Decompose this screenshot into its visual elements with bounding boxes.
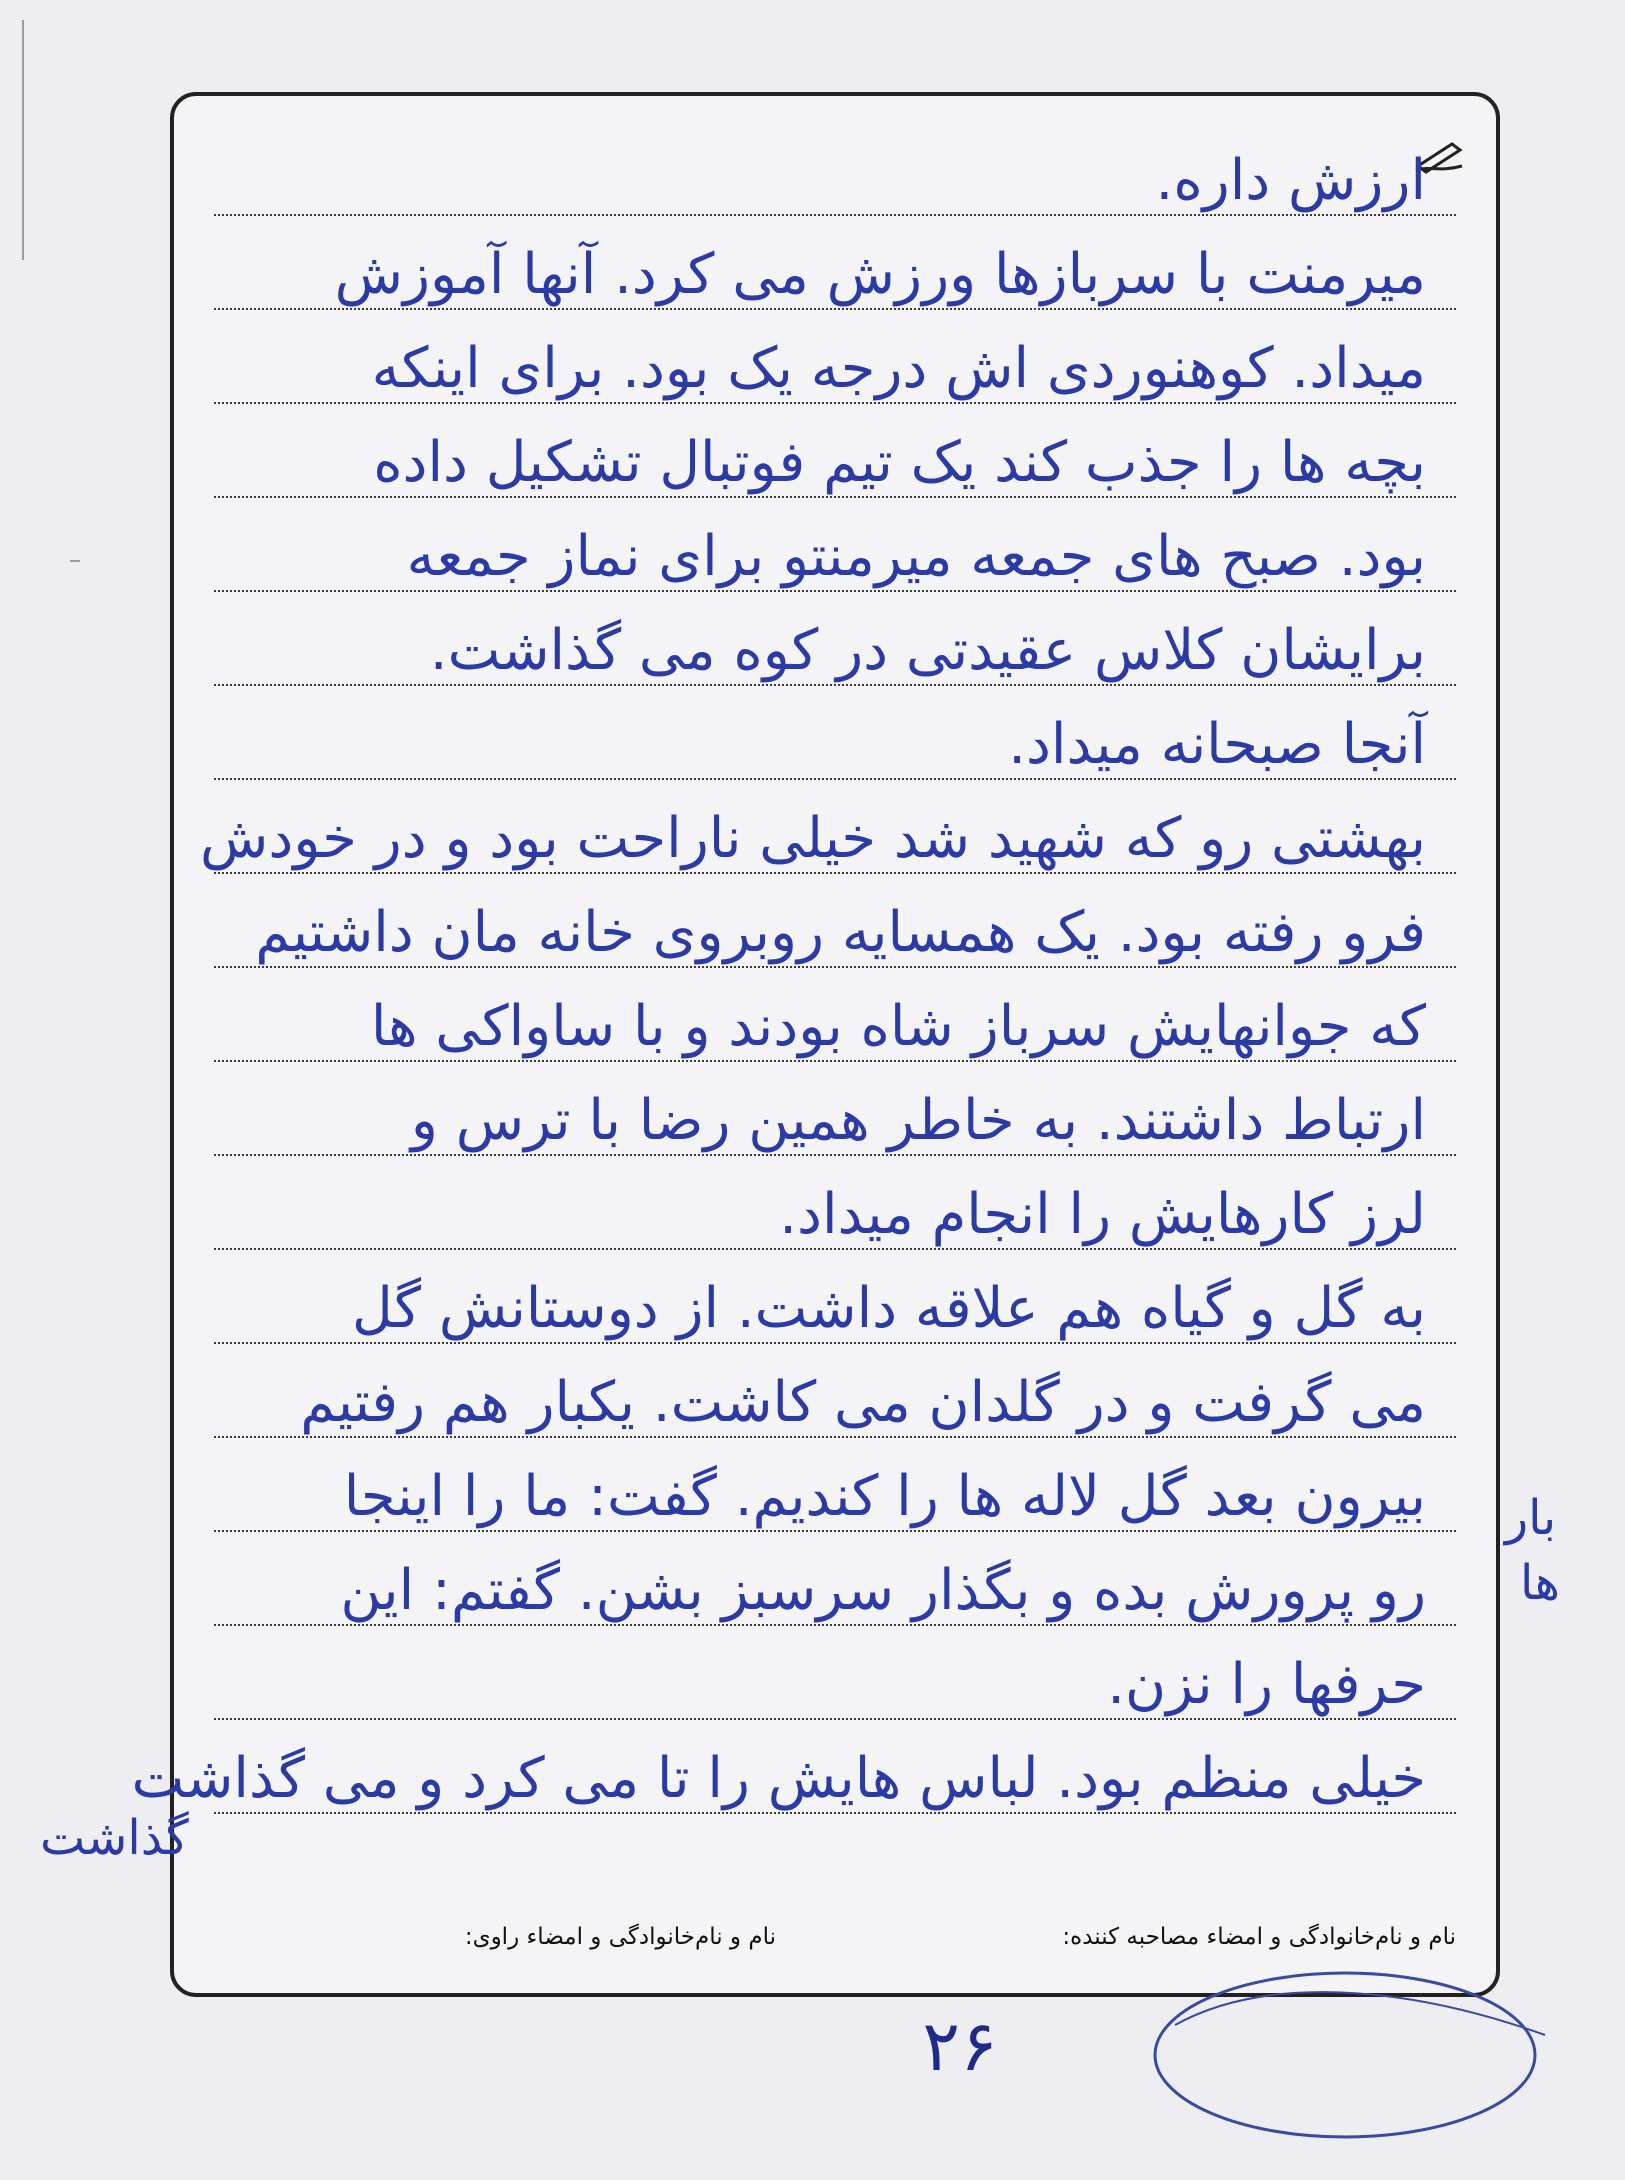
handwritten-line: آنجا صبحانه میداد. (1008, 712, 1426, 777)
margin-word: گذاشت (40, 1810, 189, 1866)
handwritten-line: بیرون بعد گل لاله ها را کندیم. گفت: ما را اینجا (343, 1464, 1426, 1529)
handwritten-line: ارتباط داشتند. به خاطر همین رضا با ترس و (410, 1088, 1426, 1153)
handwritten-line: رو پرورش بده و بگذار سرسبز بشن. گفتم: این (340, 1558, 1426, 1623)
handwritten-line: خیلی منظم بود. لباس هایش را تا می کرد و می گذاشت (131, 1746, 1426, 1811)
signature-scribble (1145, 1955, 1565, 2155)
page-number: ۲۶ (922, 2005, 998, 2087)
handwritten-line: برایشان کلاس عقیدتی در کوه می گذاشت. (429, 618, 1426, 683)
binding-dash (70, 560, 80, 562)
margin-word: بار (1505, 1490, 1557, 1546)
interviewer-signature-label: نام و نام‌خانوادگی و امضاء مصاحبه کننده: (1062, 1924, 1456, 1950)
handwritten-lines (131, 96, 1496, 1993)
handwritten-line: میرمنت با سربازها ورزش می کرد. آنها آموزش (334, 242, 1426, 307)
handwritten-line: به گل و گیاه هم علاقه داشت. از دوستانش گل (351, 1276, 1426, 1341)
handwritten-line: بهشتی رو که شهید شد خیلی ناراحت بود و در خودش (200, 806, 1426, 871)
handwritten-line: حرفها را نزن. (1107, 1652, 1426, 1717)
handwritten-line: می گرفت و در گلدان می کاشت. یکبار هم رفتیم (300, 1370, 1426, 1435)
handwritten-line: بچه ها را جذب کند یک تیم فوتبال تشکیل داده (373, 430, 1426, 495)
handwritten-line: که جوانهایش سرباز شاه بودند و با ساواکی ها (370, 994, 1426, 1059)
page-frame (131, 92, 1500, 1997)
narrator-signature-label: نام و نام‌خانوادگی و امضاء راوی: (464, 1924, 776, 1950)
binding-mark (22, 20, 24, 260)
handwritten-line: بود. صبح های جمعه میرمنتو برای نماز جمعه (406, 524, 1426, 589)
handwritten-line: لرز کارهایش را انجام میداد. (779, 1182, 1426, 1247)
handwritten-line: ارزش داره. (1155, 148, 1426, 213)
margin-word: ها (1520, 1555, 1560, 1611)
handwritten-line: میداد. کوهنوردی اش درجه یک بود. برای اینکه (371, 336, 1426, 401)
handwritten-line: فرو رفته بود. یک همسایه روبروی خانه مان داشتیم (255, 900, 1426, 965)
